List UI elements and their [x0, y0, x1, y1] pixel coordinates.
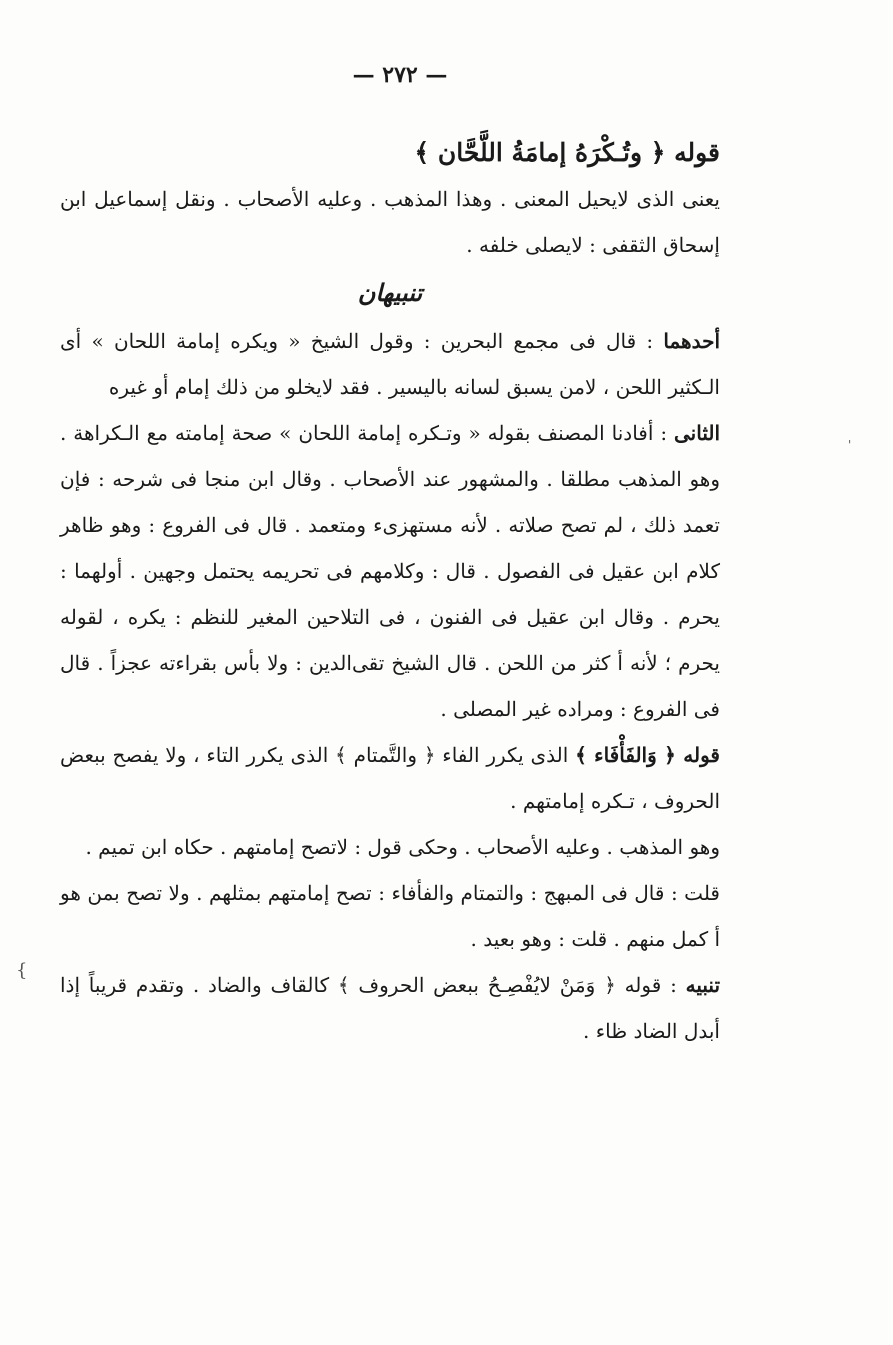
margin-bracket-mark: {: [16, 960, 28, 981]
paragraph-2: [60, 318, 720, 410]
section-title-tanbihan: تنبيهان: [357, 278, 423, 307]
paragraph-1: يعنى الذى لايحيل المعنى . وهذا المذهب . وعليه الأصحاب . ونقل إسماعيل ابن إسحاق الثقفى : لايصلى خلفه .: [60, 187, 720, 257]
paragraph-4: [60, 732, 720, 824]
paragraph-3-text: : أفادنا المصنف بقوله « وتـكره إمامة اللحان » صحة إمامته مع الـكراهة . وهو المذهب مطلقا . والمشهور عند الأصحاب . وقال ابن منجا فى شرحه : فإن تعمد ذلك ، لم تصح صلاته . لأنه مستهزىء ومتعمد . قال فى الفروع : وهو ظاهر كلام ابن عقيل فى الفصول . قال : وكلامهم فى تحريمه يحتمل وجهين . أولهما : يحرم . وقال ابن عقيل فى الفنون ، فى التلاحين المغير للنظم : يكره ، لقوله يحرم ؛ لأنه أ كثر من اللحن . قال الشيخ تقى‌الدين : ولا بأس بقراءته عجزاً . قال فى الفروع : ومراده غير المصلى .: [60, 421, 720, 721]
paragraph-2-lead: أحدهما: [663, 329, 720, 353]
paragraph-7-text: : قوله ﴿ وَمَنْ لايُفْصِـحُ ببعض الحروف ﴾ كالقاف والضاد . وتقدم قريباً إذا أبدل الضاد ظاء .: [60, 973, 720, 1043]
paragraph-3: [60, 410, 720, 732]
paragraph-3-lead: الثانى: [673, 421, 720, 445]
paragraph-2-text: : قال فى مجمع البحرين : وقول الشيخ « ويكره إمامة اللحان » أى الـكثير اللحن ، لامن يسبق لسانه باليسير . فقد لايخلو من ذلك إمام أو غيره: [60, 329, 720, 399]
paragraph-7: [60, 962, 720, 1054]
paragraph-7-lead: تنبيه: [685, 973, 721, 997]
paragraph-4-text: الذى يكرر الفاء ﴿ والتَّمتام ﴾ الذى يكرر التاء ، ولا يفصح ببعض الحروف ، تـكره إمامتهم .: [60, 743, 720, 813]
page-body: [60, 126, 720, 1054]
paragraph-5: وهو المذهب . وعليه الأصحاب . وحكى قول : لاتصح إمامتهم . حكاه ابن تميم .: [85, 835, 720, 859]
paragraph-6: قلت : قال فى المبهج : والتمتام والفأفاء : تصح إمامتهم بمثلهم . ولا تصح بمن هو أ كمل منهم . قلت : وهو بعيد .: [60, 881, 720, 951]
page-number: — ٢٧٢ —: [352, 62, 448, 88]
paragraph-4-lead: قوله ﴿ وَالفَأْفَاء ﴾: [575, 743, 720, 767]
heading-tukrah-imamat-al-lahhan: قوله ﴿ وتُـكْرَهُ إمامَةُ اللَّحَّان ﴾: [414, 138, 720, 167]
margin-tick-mark: ': [848, 438, 852, 452]
